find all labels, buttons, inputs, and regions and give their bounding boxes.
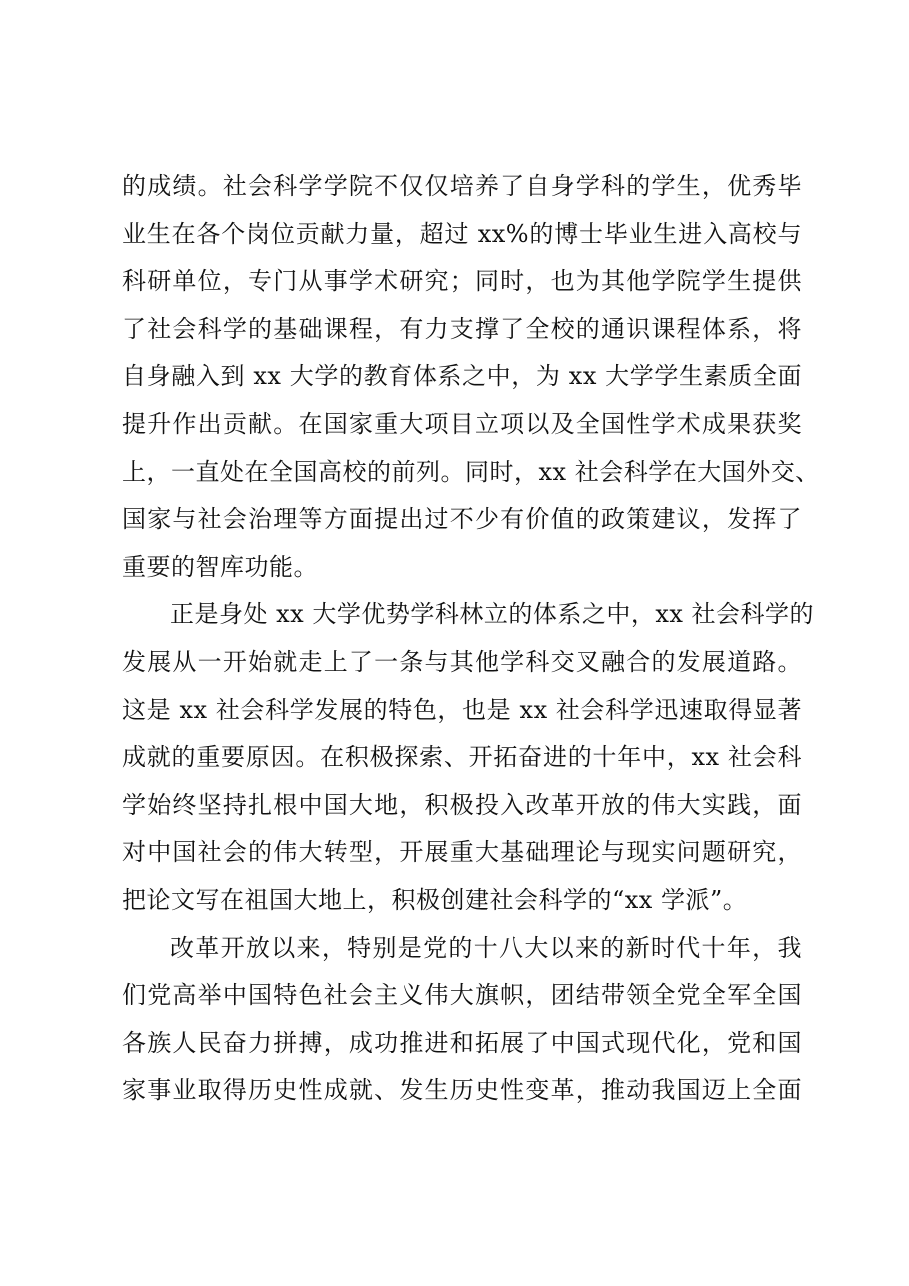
body-line: 发展从一开始就走上了一条与其他学科交叉融合的发展道路。 (122, 647, 802, 676)
body-line: 把论文写在祖国大地上，积极创建社会科学的“xx 学派”。 (122, 885, 748, 914)
body-line: 提升作出贡献。在国家重大项目立项以及全国性学术成果获奖 (122, 409, 802, 438)
body-line: 对中国社会的伟大转型，开展重大基础理论与现实问题研究， (122, 838, 802, 867)
body-line: 重要的智库功能。 (122, 552, 318, 581)
body-line: 学始终坚持扎根中国大地，积极投入改革开放的伟大实践，面 (122, 790, 802, 819)
body-line: 们党高举中国特色社会主义伟大旗帜，团结带领全党全军全国 (122, 981, 802, 1010)
body-line: 自身融入到 xx 大学的教育体系之中，为 xx 大学学生素质全面 (122, 362, 802, 391)
body-line: 这是 xx 社会科学发展的特色，也是 xx 社会科学迅速取得显著 (122, 695, 802, 724)
body-line: 科研单位，专门从事学术研究；同时，也为其他学院学生提供 (122, 267, 802, 296)
body-line: 国家与社会治理等方面提出过不少有价值的政策建议，发挥了 (122, 505, 802, 534)
body-line: 各族人民奋力拼搏，成功推进和拓展了中国式现代化，党和国 (122, 1028, 802, 1057)
body-line: 正是身处 xx 大学优势学科林立的体系之中，xx 社会科学的 (170, 600, 815, 629)
body-line: 上，一直处在全国高校的前列。同时，xx 社会科学在大国外交、 (122, 457, 820, 486)
body-line: 了社会科学的基础课程，有力支撑了全校的通识课程体系，将 (122, 314, 802, 343)
body-line: 的成绩。社会科学学院不仅仅培养了自身学科的学生，优秀毕 (122, 172, 802, 200)
document-body (122, 163, 820, 1115)
body-line: 成就的重要原因。在积极探索、开拓奋进的十年中，xx 社会科 (122, 743, 802, 772)
body-line: 改革开放以来，特别是党的十八大以来的新时代十年，我 (170, 933, 802, 962)
body-line: 业生在各个岗位贡献力量，超过 xx%的博士毕业生进入高校与 (122, 219, 802, 248)
body-line: 家事业取得历史性成就、发生历史性变革，推动我国迈上全面 (122, 1076, 802, 1105)
